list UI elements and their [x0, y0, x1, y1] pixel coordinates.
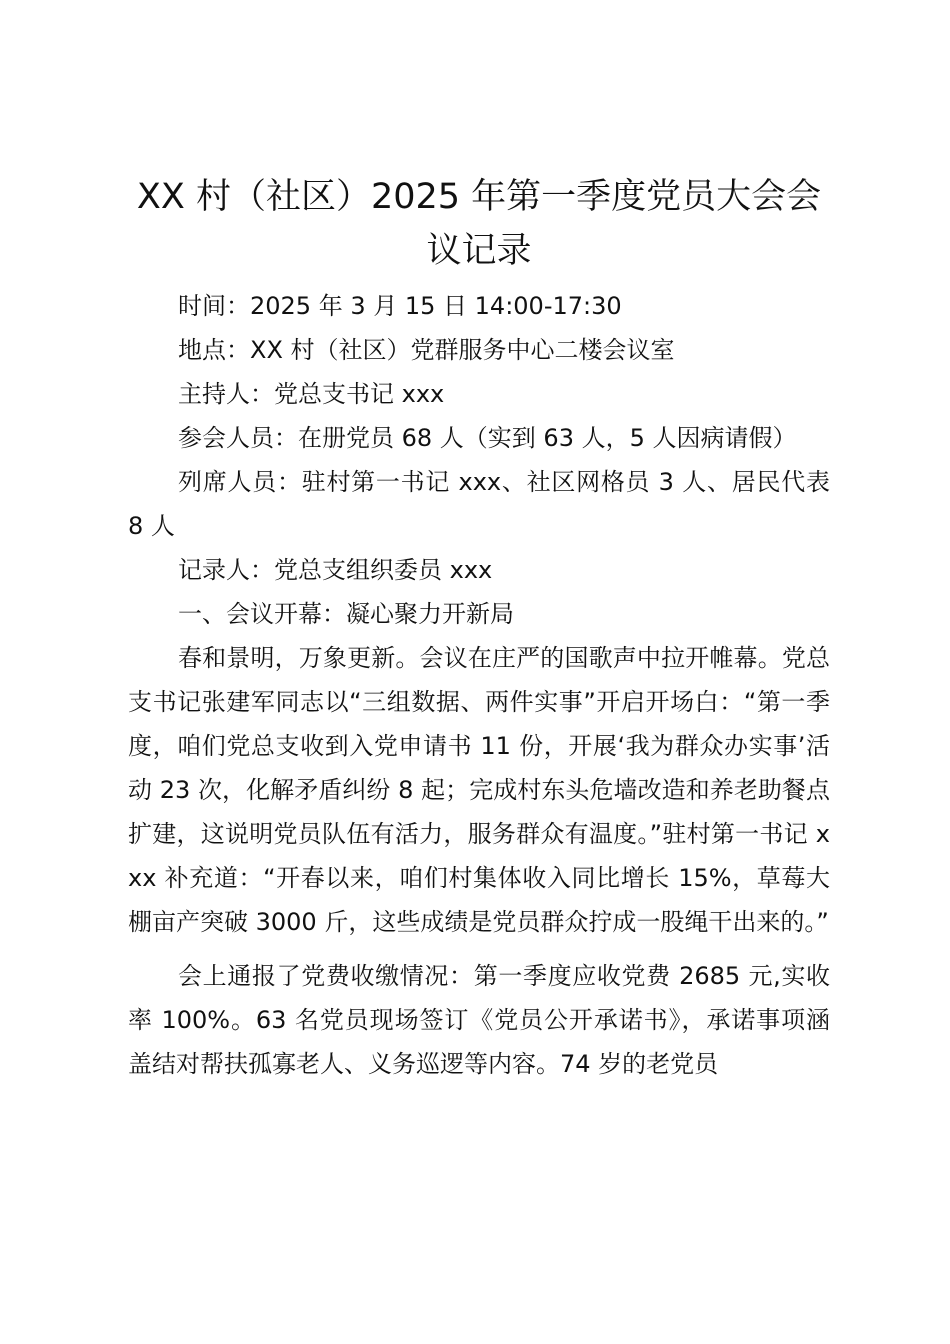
- body-paragraph-1: 春和景明，万象更新。会议在庄严的国歌声中拉开帷幕。党总支书记张建军同志以“三组数据、两件实事”开启开场白：“第一季度，咱们党总支收到入党申请书 11 份，开展‘我为群众办实事’活动 23 次，化解矛盾纠纷 8 起；完成村东头危墙改造和养老助餐点扩建，这说明党员队伍有活力，服务群众有温度。”驻村第一书记 xxx 补充道：“开春以来，咱们村集体收入同比增长 15%，草莓大棚亩产突破 3000 斤，这些成绩是党员群众拧成一股绳干出来的。”: [128, 644, 830, 936]
- meeting-attendees: 参会人员：在册党员 68 人（实到 63 人，5 人因病请假）: [178, 424, 797, 452]
- meeting-observers: 列席人员：驻村第一书记 xxx、社区网格员 3 人、居民代表 8 人: [128, 468, 830, 540]
- meeting-time: 时间：2025 年 3 月 15 日 14:00-17:30: [178, 292, 622, 320]
- document-page: [128, 170, 830, 1086]
- meeting-location: 地点：XX 村（社区）党群服务中心二楼会议室: [178, 336, 675, 364]
- document-title: XX 村（社区）2025 年第一季度党员大会会议记录: [136, 177, 822, 271]
- body-paragraph-2: 会上通报了党费收缴情况：第一季度应收党费 2685 元,实收率 100%。63 名党员现场签订《党员公开承诺书》，承诺事项涵盖结对帮扶孤寡老人、义务巡逻等内容。74 岁的老党员: [128, 962, 830, 1078]
- section-heading: 一、会议开幕：凝心聚力开新局: [178, 600, 514, 628]
- paragraph-spacer: [128, 944, 830, 954]
- meeting-recorder: 记录人：党总支组织委员 xxx: [178, 556, 493, 584]
- meeting-host: 主持人：党总支书记 xxx: [178, 380, 445, 408]
